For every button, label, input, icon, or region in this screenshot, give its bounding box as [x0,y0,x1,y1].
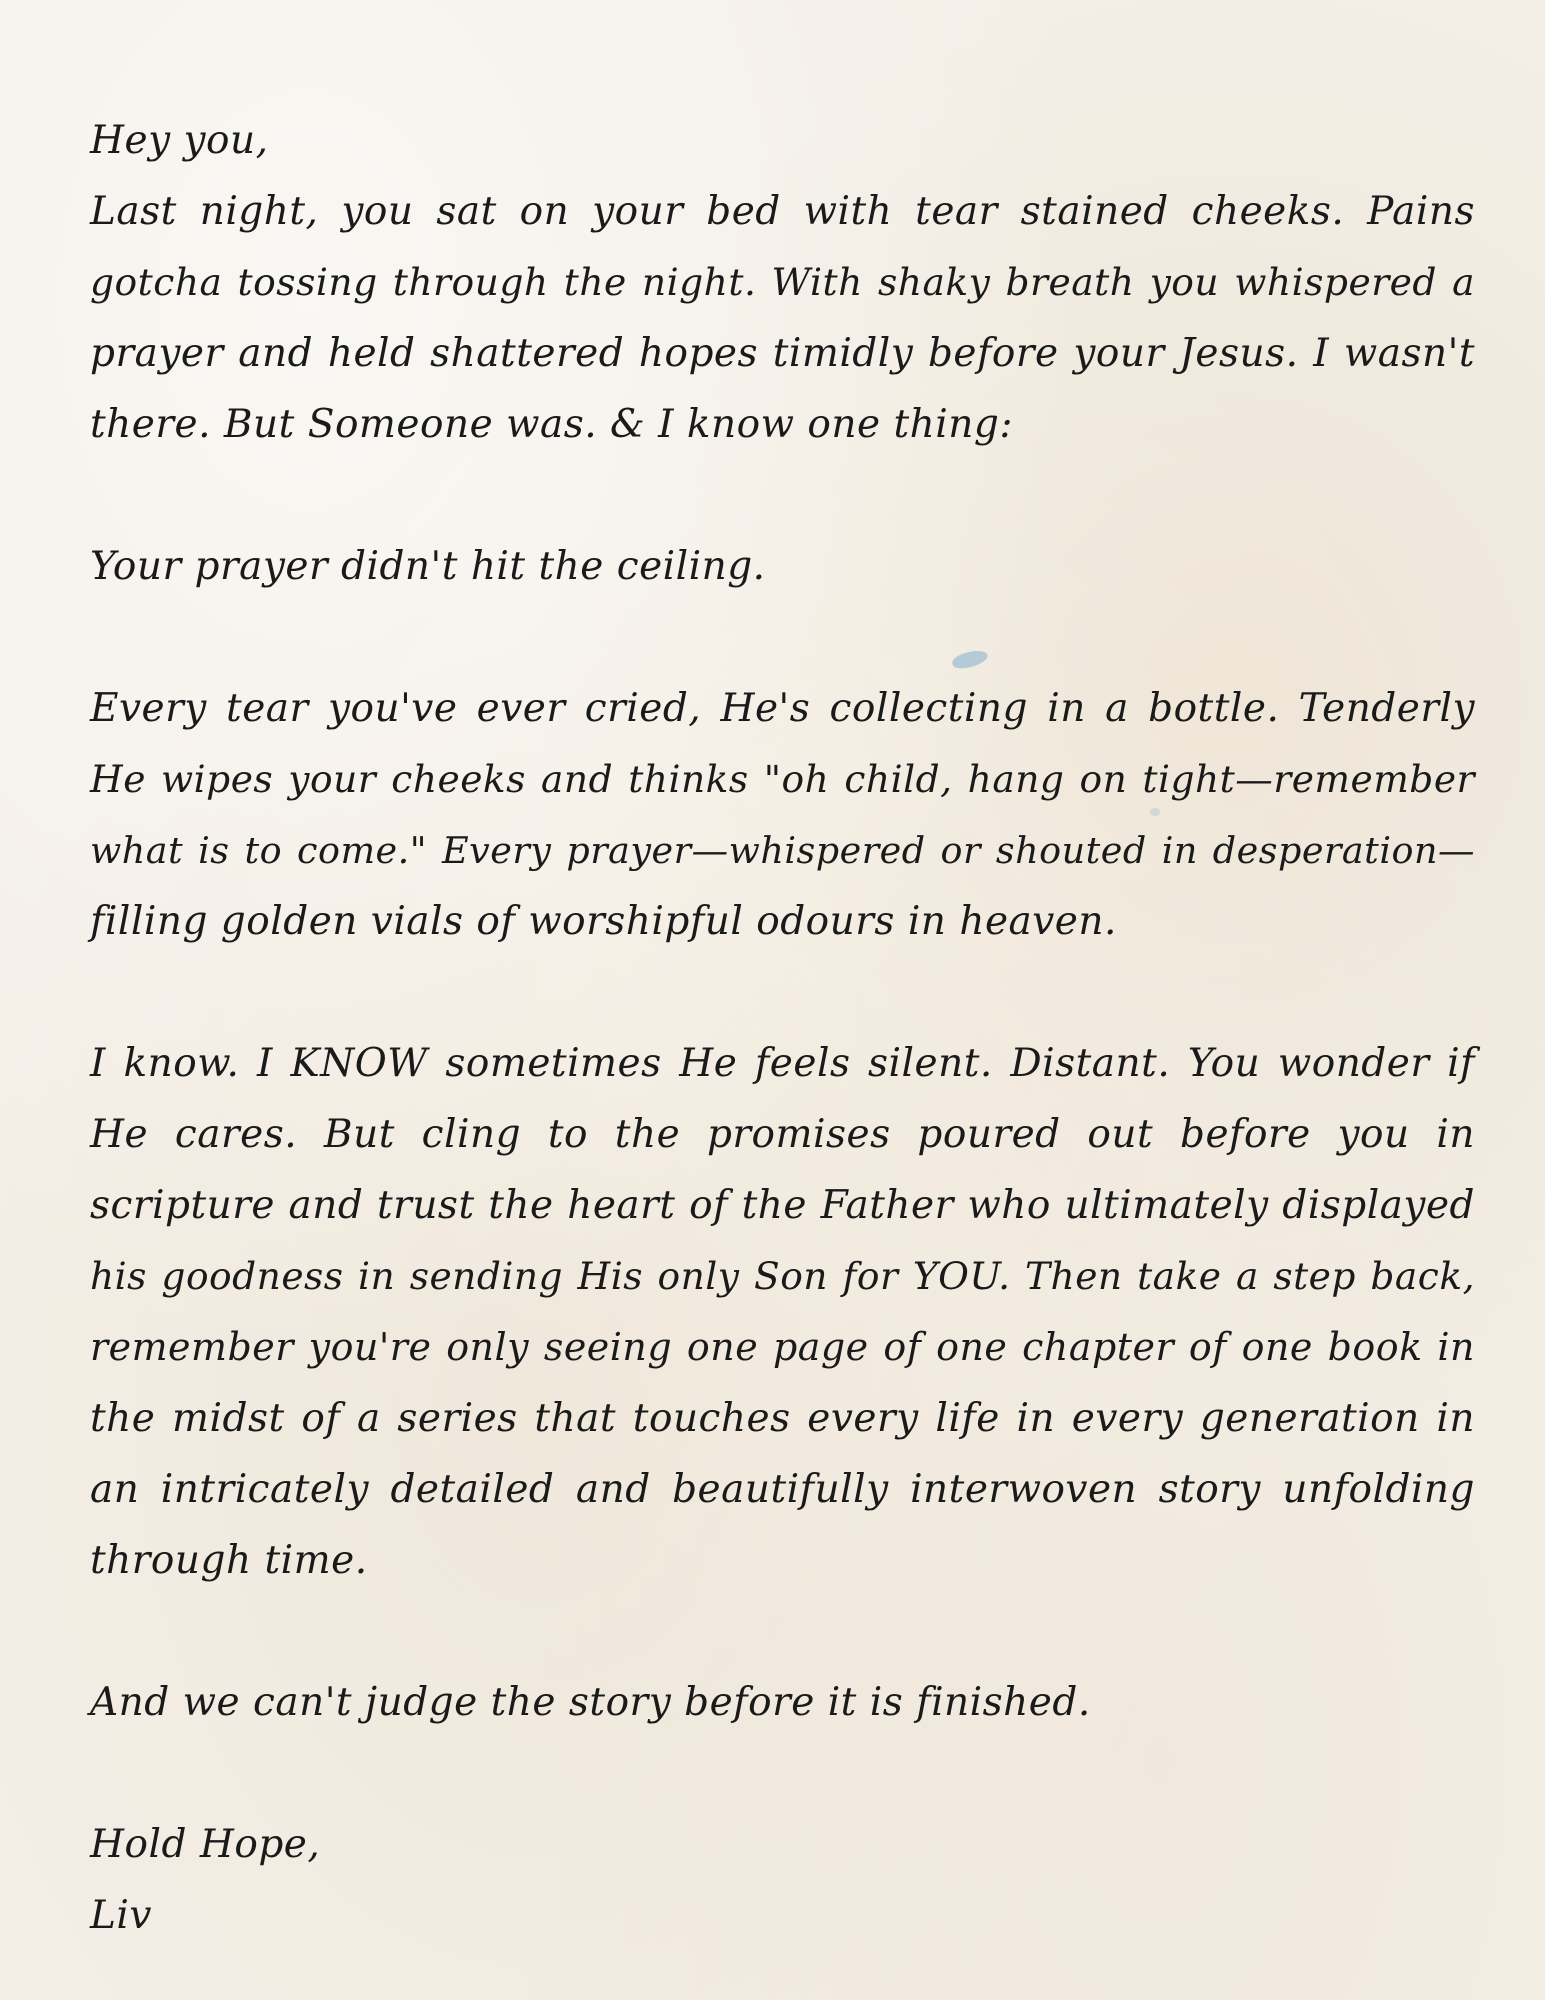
letter-line: Last night, you sat on your bed with tear stained cheeks. Pains [90,189,1475,234]
letter-line: gotcha tossing through the night. With shaky breath you whispered a [90,260,1475,304]
letter-line: remember you're only seeing one page of one chapter of one book in [90,1325,1475,1369]
letter-line: through time. [90,1538,368,1583]
letter-signature: Liv [90,1893,152,1938]
letter-line: Every tear you've ever cried, He's collecting in a bottle. Tenderly [90,686,1475,731]
letter-line: what is to come." Every prayer—whispered or shouted in desperation— [90,829,1475,872]
letter-line: And we can't judge the story before it is finished. [90,1680,1091,1725]
paragraph-gap [90,602,1475,673]
letter-line: I know. I KNOW sometimes He feels silent. Distant. You wonder if [90,1041,1475,1086]
letter-line: Your prayer didn't hit the ceiling. [90,544,766,589]
letter-line: He wipes your cheeks and thinks "oh child, hang on tight—remember [90,757,1475,801]
letter-line: filling golden vials of worshipful odours in heaven. [90,899,1117,944]
letter-line: there. But Someone was. & I know one thing: [90,402,1013,447]
letter-line: scripture and trust the heart of the Father who ultimately displayed [90,1183,1475,1228]
handwritten-letter [90,105,1475,1951]
letter-line: an intricately detailed and beautifully interwoven story unfolding [90,1467,1475,1512]
letter-line: his goodness in sending His only Son for YOU. Then take a step back, [90,1254,1475,1298]
paragraph-gap [90,957,1475,1028]
letter-line: the midst of a series that touches every life in every generation in [90,1396,1475,1441]
letter-line: He cares. But cling to the promises poured out before you in [90,1112,1475,1157]
letter-line: prayer and held shattered hopes timidly before your Jesus. I wasn't [90,331,1475,376]
letter-closing: Hold Hope, [90,1822,321,1867]
paragraph-gap [90,1596,1475,1667]
letter-greeting: Hey you, [90,118,269,163]
paragraph-gap [90,460,1475,531]
paragraph-gap [90,1738,1475,1809]
